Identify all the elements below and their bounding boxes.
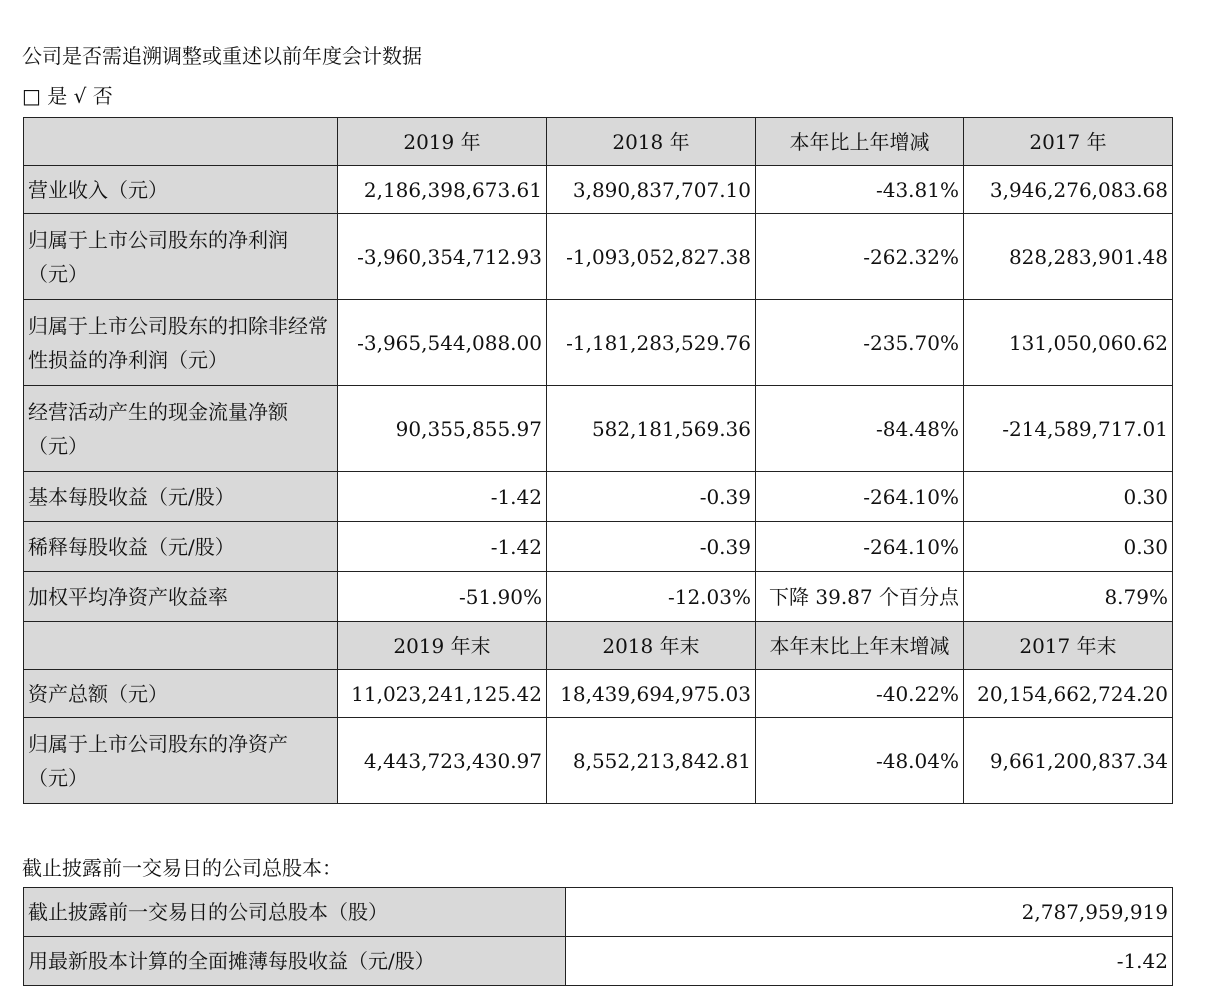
header-cell-empty xyxy=(24,622,338,670)
table-row xyxy=(24,572,1173,622)
value-cell: -43.81% xyxy=(756,166,964,214)
row-label: 资产总额（元） xyxy=(24,670,338,718)
header-cell-2017-end: 2017 年末 xyxy=(964,622,1173,670)
value-cell: 0.30 xyxy=(964,472,1173,522)
table-row xyxy=(24,670,1173,718)
value-cell: -3,960,354,712.93 xyxy=(338,214,547,300)
value-cell: 11,023,241,125.42 xyxy=(338,670,547,718)
table-header-row xyxy=(24,118,1173,166)
table-row xyxy=(24,937,1173,986)
value-cell: -0.39 xyxy=(547,522,756,572)
table-row xyxy=(24,386,1173,472)
share-capital-table xyxy=(23,887,1173,986)
header-cell-change: 本年比上年增减 xyxy=(756,118,964,166)
value-cell: 828,283,901.48 xyxy=(964,214,1173,300)
value-cell: 3,946,276,083.68 xyxy=(964,166,1173,214)
value-cell: -3,965,544,088.00 xyxy=(338,300,547,386)
value-cell: 8.79% xyxy=(964,572,1173,622)
value-cell: -51.90% xyxy=(338,572,547,622)
row-label: 基本每股收益（元/股） xyxy=(24,472,338,522)
value-cell: 18,439,694,975.03 xyxy=(547,670,756,718)
value-cell: 4,443,723,430.97 xyxy=(338,718,547,804)
value-cell: 90,355,855.97 xyxy=(338,386,547,472)
value-cell: -1,181,283,529.76 xyxy=(547,300,756,386)
value-cell: 2,186,398,673.61 xyxy=(338,166,547,214)
header-cell-2019-end: 2019 年末 xyxy=(338,622,547,670)
table-row xyxy=(24,718,1173,804)
value-cell: 3,890,837,707.10 xyxy=(547,166,756,214)
header-cell-2018-end: 2018 年末 xyxy=(547,622,756,670)
value-cell: -235.70% xyxy=(756,300,964,386)
header-cell-change-end: 本年末比上年末增减 xyxy=(756,622,964,670)
row-label: 归属于上市公司股东的扣除非经常性损益的净利润（元） xyxy=(24,300,338,386)
value-cell: -262.32% xyxy=(756,214,964,300)
value-cell: 2,787,959,919 xyxy=(566,888,1173,937)
value-cell: 0.30 xyxy=(964,522,1173,572)
row-label: 截止披露前一交易日的公司总股本（股） xyxy=(24,888,566,937)
value-cell: -1.42 xyxy=(338,522,547,572)
value-cell: -1.42 xyxy=(338,472,547,522)
retro-adjustment-answer: □ 是 √ 否 xyxy=(22,84,113,108)
value-cell: -1,093,052,827.38 xyxy=(547,214,756,300)
value-cell: -12.03% xyxy=(547,572,756,622)
value-cell: 582,181,569.36 xyxy=(547,386,756,472)
share-capital-heading: 截止披露前一交易日的公司总股本： xyxy=(22,856,342,880)
header-cell-2019: 2019 年 xyxy=(338,118,547,166)
value-cell: -40.22% xyxy=(756,670,964,718)
header-cell-2017: 2017 年 xyxy=(964,118,1173,166)
table-row xyxy=(24,300,1173,386)
value-cell: 下降 39.87 个百分点 xyxy=(756,572,964,622)
value-cell: 20,154,662,724.20 xyxy=(964,670,1173,718)
value-cell: -264.10% xyxy=(756,522,964,572)
value-cell: -48.04% xyxy=(756,718,964,804)
value-cell: -84.48% xyxy=(756,386,964,472)
header-cell-empty xyxy=(24,118,338,166)
row-label: 营业收入（元） xyxy=(24,166,338,214)
table-row xyxy=(24,472,1173,522)
value-cell: 9,661,200,837.34 xyxy=(964,718,1173,804)
key-financial-data-table xyxy=(23,117,1173,804)
header-cell-2018: 2018 年 xyxy=(547,118,756,166)
table-row xyxy=(24,888,1173,937)
value-cell: -1.42 xyxy=(566,937,1173,986)
table-row xyxy=(24,214,1173,300)
table-row xyxy=(24,522,1173,572)
row-label: 加权平均净资产收益率 xyxy=(24,572,338,622)
retro-adjustment-question: 公司是否需追溯调整或重述以前年度会计数据 xyxy=(22,44,422,68)
value-cell: 131,050,060.62 xyxy=(964,300,1173,386)
row-label: 稀释每股收益（元/股） xyxy=(24,522,338,572)
value-cell: -0.39 xyxy=(547,472,756,522)
table-row xyxy=(24,166,1173,214)
value-cell: 8,552,213,842.81 xyxy=(547,718,756,804)
row-label: 归属于上市公司股东的净资产（元） xyxy=(24,718,338,804)
row-label: 用最新股本计算的全面摊薄每股收益（元/股） xyxy=(24,937,566,986)
value-cell: -264.10% xyxy=(756,472,964,522)
row-label: 经营活动产生的现金流量净额（元） xyxy=(24,386,338,472)
row-label: 归属于上市公司股东的净利润（元） xyxy=(24,214,338,300)
table-header-row xyxy=(24,622,1173,670)
value-cell: -214,589,717.01 xyxy=(964,386,1173,472)
